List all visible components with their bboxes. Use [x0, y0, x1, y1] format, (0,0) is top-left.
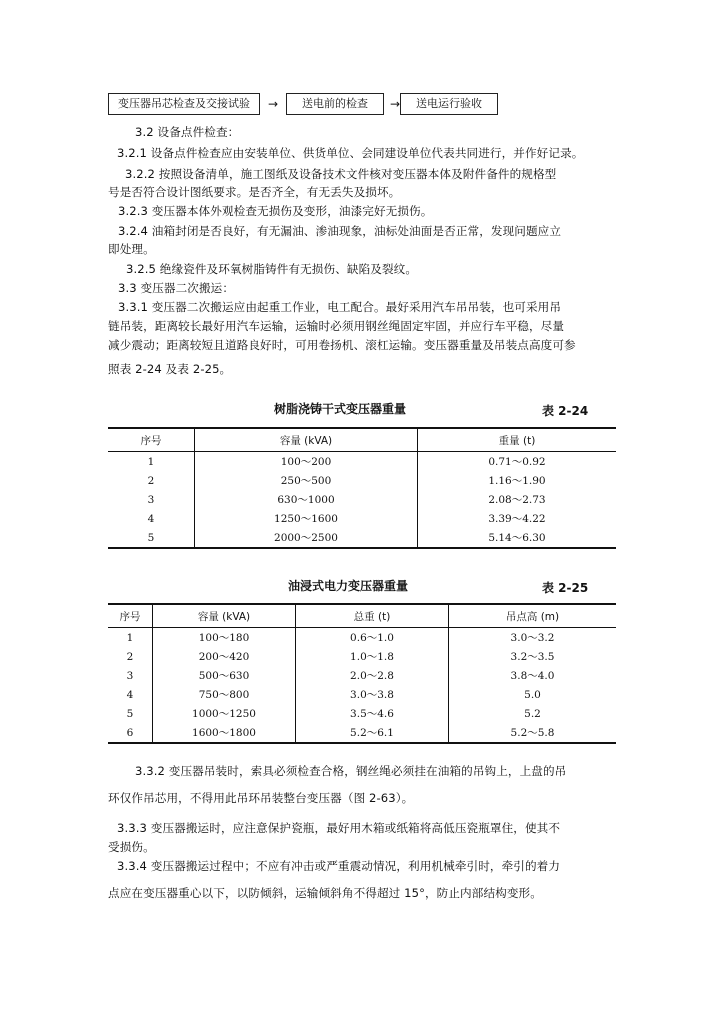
table-cell: 5	[108, 528, 195, 548]
table-cell: 0.71～0.92	[418, 452, 617, 472]
paragraph-line: 减少震动；距离较短且道路良好时，可用卷扬机、滚杠运输。变压器重量及吊装点高度可参	[108, 338, 576, 352]
table-row	[108, 628, 616, 648]
table-header: 吊点高 (m)	[449, 604, 617, 628]
table-cell: 3.8～4.0	[449, 666, 617, 685]
table-cell: 1.0～1.8	[296, 647, 449, 666]
flow-step-acceptance: 送电运行验收	[400, 93, 498, 115]
table-cell: 2	[126, 650, 134, 663]
table-cell: 6	[108, 723, 153, 743]
table-oil-immersed-transformer-weight	[108, 603, 616, 744]
table-row	[108, 452, 616, 472]
paragraph-line: 照表 2-24 及表 2-25。	[108, 362, 232, 376]
table-cell: 4	[126, 688, 134, 701]
flow-step-pre-energize-check: 送电前的检查	[286, 93, 384, 115]
table-cell: 2	[147, 474, 155, 487]
table-header: 总重 (t)	[296, 604, 449, 628]
paragraph-line: 链吊装，距离较长最好用汽车运输，运输时必须用钢丝绳固定牢固，并应行车平稳，尽量	[108, 319, 565, 333]
table-cell: 100～180	[153, 628, 296, 648]
paragraph-line: 3.2.4 油箱封闭是否良好，有无漏油、渗油现象，油标处油面是否正常，发现问题应立	[118, 224, 562, 238]
table-cell: 2000～2500	[195, 528, 418, 548]
table-cell: 1	[147, 455, 155, 468]
table-row	[108, 666, 616, 685]
table-cell: 3.0～3.2	[449, 628, 617, 648]
table-cell: 5.2	[449, 704, 617, 723]
section-heading: 3.2 设备点件检查：	[135, 125, 240, 139]
table-row	[108, 528, 616, 548]
table-cell: 3	[126, 669, 134, 682]
table-cell: 5.2～5.8	[449, 723, 617, 743]
paragraph-line: 3.2.3 变压器本体外观检查无损伤及变形，油漆完好无损伤。	[118, 204, 433, 218]
paragraph-line: 号是否符合设计图纸要求。是否齐全，有无丢失及损坏。	[108, 185, 401, 199]
section-heading: 3.3 变压器二次搬运：	[118, 281, 235, 295]
table-row	[108, 723, 616, 743]
table-cell: 100～200	[195, 452, 418, 472]
table-cell: 3.0～3.8	[296, 685, 449, 704]
paragraph-line: 受损伤。	[108, 840, 155, 854]
table-row	[108, 509, 616, 528]
table-cell: 5.14～6.30	[418, 528, 617, 548]
table-row	[108, 471, 616, 490]
table-header: 序号	[108, 604, 153, 628]
table-cell: 750～800	[153, 685, 296, 704]
paragraph-line: 即处理。	[108, 242, 155, 256]
table-cell: 630～1000	[195, 490, 418, 509]
table-number: 表 2-25	[542, 581, 589, 595]
table-header: 容量 (kVA)	[153, 604, 296, 628]
paragraph-line: 3.3.1 变压器二次搬运应由起重工作业，电工配合。最好采用汽车吊吊装，也可采用吊	[118, 300, 562, 314]
table-cell: 5.0	[449, 685, 617, 704]
table-caption: 树脂浇铸干式变压器重量	[274, 402, 407, 416]
table-header: 重量 (t)	[418, 428, 617, 452]
paragraph-line: 3.2.2 按照设备清单，施工图纸及设备技术文件核对变压器本体及附件备件的规格型	[125, 167, 557, 181]
table-cell: 1	[126, 631, 134, 644]
table-cell: 3.39～4.22	[418, 509, 617, 528]
table-cell: 3.5～4.6	[296, 704, 449, 723]
table-cell: 3.2～3.5	[449, 647, 617, 666]
table-header: 容量 (kVA)	[195, 428, 418, 452]
table-cell: 2.0～2.8	[296, 666, 449, 685]
table-cell: 2.08～2.73	[418, 490, 617, 509]
flow-arrow: →	[390, 97, 401, 111]
paragraph-line: 3.3.2 变压器吊装时，索具必须检查合格，钢丝绳必须挂在油箱的吊钩上，上盘的吊	[135, 764, 567, 778]
table-row	[108, 704, 616, 723]
table-cell: 5.2～6.1	[296, 723, 449, 743]
table-row	[108, 490, 616, 509]
table-row	[108, 685, 616, 704]
table-cell: 500～630	[153, 666, 296, 685]
table-cell: 5	[126, 707, 134, 720]
table-row	[108, 647, 616, 666]
paragraph-line: 3.3.4 变压器搬运过程中；不应有冲击或严重震动情况，利用机械牵引时，牵引的着力	[117, 859, 561, 873]
table-cell: 4	[147, 512, 155, 525]
table-number: 表 2-24	[542, 404, 589, 418]
table-cell: 1000～1250	[153, 704, 296, 723]
table-cell: 1.16～1.90	[418, 471, 617, 490]
flow-arrow: →	[268, 97, 279, 111]
paragraph-line: 环仅作吊芯用，不得用此吊环吊装整台变压器（图 2-63）。	[108, 791, 414, 805]
paragraph-line: 点应在变压器重心以下，以防倾斜，运输倾斜角不得超过 15°，防止内部结构变形。	[108, 886, 542, 900]
paragraph-line: 3.2.1 设备点件检查应由安装单位、供货单位、会同建设单位代表共同进行，并作好记录。	[117, 146, 584, 160]
table-cell: 200～420	[153, 647, 296, 666]
flow-step-hoisting-inspection: 变压器吊芯检查及交接试验	[108, 93, 260, 115]
paragraph-line: 3.3.3 变压器搬运时，应注意保护瓷瓶，最好用木箱或纸箱将高低压瓷瓶罩住，使其不	[117, 821, 561, 835]
table-cell: 1250～1600	[195, 509, 418, 528]
table-dry-type-transformer-weight	[108, 427, 616, 549]
table-caption: 油浸式电力变压器重量	[288, 579, 409, 593]
paragraph-line: 3.2.5 绝缘瓷件及环氧树脂铸件有无损伤、缺陷及裂纹。	[126, 262, 418, 276]
table-header: 序号	[108, 428, 195, 452]
table-cell: 0.6～1.0	[296, 628, 449, 648]
table-cell: 3	[147, 493, 155, 506]
table-cell: 250～500	[195, 471, 418, 490]
table-cell: 1600～1800	[153, 723, 296, 743]
